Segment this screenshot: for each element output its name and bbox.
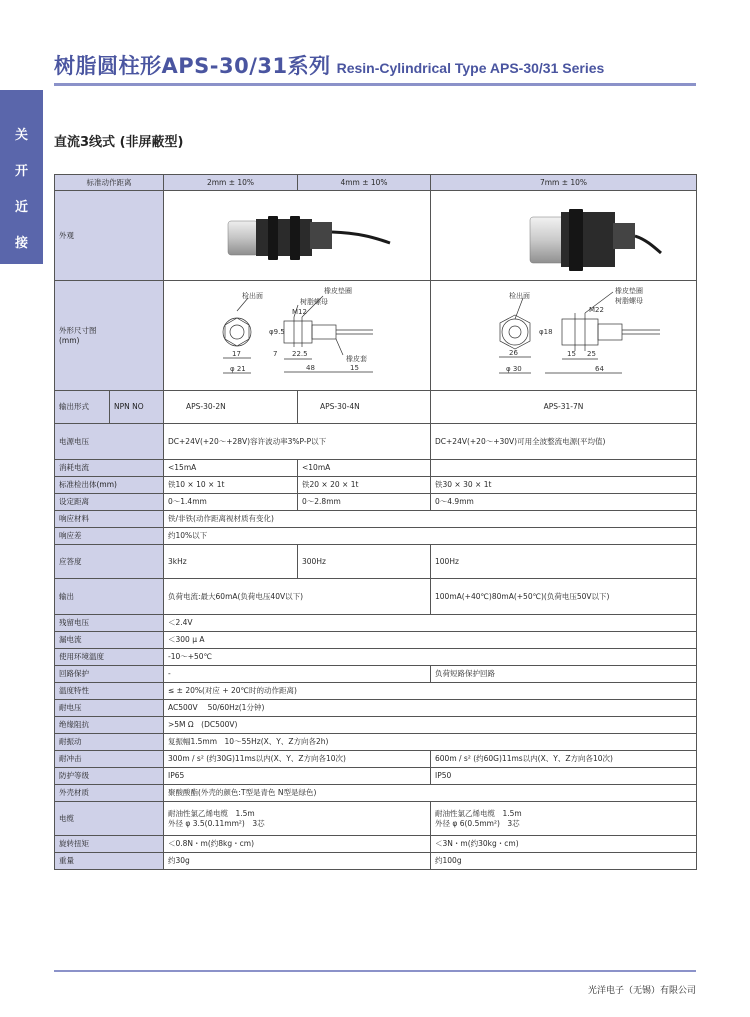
table-cell: 300m / s² (约30G)11ms以内(X、Y、Z方向各10次) [164,751,431,768]
table-row [55,768,697,785]
table-row [55,717,697,734]
dim-22-5: 22.5 [292,350,308,358]
table-cell: AC500V 50/60Hz(1分钟) [164,700,697,717]
cable-spec-line: 耐油性氯乙烯电缆 1.5m [168,808,255,818]
table-cell: 2mm ± 10% [164,175,298,191]
dim-15: 15 [350,364,359,372]
thread-label: M22 [589,306,604,314]
row-label: 使用环境温度 [55,649,164,666]
row-label: 输出 [55,579,164,615]
row-label: 外观 [55,191,164,281]
dim-7: 7 [273,350,278,358]
table-row [55,853,697,870]
cable-boot-label: 橡皮套 [346,355,367,363]
row-label: 应答度 [55,545,164,579]
row-label: 旋转扭矩 [55,836,164,853]
table-row [55,666,697,683]
dim-26: 26 [509,349,518,357]
side-tab-char: 接 [14,236,28,251]
nut-label: 树脂螺母 [300,298,328,306]
detect-face-label: 检出面 [242,292,263,300]
row-label: 绝缘阻抗 [55,717,164,734]
table-cell: ＜0.8N・m(约8kg・cm) [164,836,431,853]
row-label: 电缆 [55,802,164,836]
table-cell: ＜2.4V [164,615,697,632]
row-label: 标准检出体(mm) [55,477,164,494]
table-row [55,424,697,460]
row-label: 响应差 [55,528,164,545]
table-cell: 300Hz [298,545,431,579]
table-cell: 100mA(+40℃)80mA(+50℃)(负荷电压50V以下) [431,579,697,615]
product-photo-cell [164,191,431,281]
detect-face-label: 检出面 [509,292,530,300]
row-label [55,281,164,391]
row-label: 响应材料 [55,511,164,528]
table-cell: 600m / s² (约60G)11ms以内(X、Y、Z方向各10次) [431,751,697,768]
dim-30: φ 30 [506,365,522,373]
table-cell: 4mm ± 10% [298,175,431,191]
table-cell: DC+24V(+20～+30V)可用全波整流电源(平均值) [431,424,697,460]
page-title [54,50,604,80]
table-cell: ＜3N・m(约30kg・cm) [431,836,697,853]
table-row [55,545,697,579]
sensor-photo-aps31 [435,191,697,277]
dim-15: 15 [567,350,576,358]
row-label: 耐振动 [55,734,164,751]
footer-rule [54,970,696,972]
table-cell: 7mm ± 10% [431,175,697,191]
table-cell: 铁20 × 20 × 1t [298,477,431,494]
table-cell: 0～1.4mm [164,494,298,511]
row-label: 防护等级 [55,768,164,785]
table-cell: DC+24V(+20～+28V)容许波动率3%P-P以下 [164,424,431,460]
spec-table [54,174,697,870]
dim-64: 64 [595,365,604,373]
table-cell: 铁30 × 30 × 1t [431,477,697,494]
table-cell: IP65 [164,768,431,785]
table-row [55,391,697,424]
table-row [55,191,697,281]
table-row [55,460,697,477]
table-row [55,700,697,717]
table-row [55,802,697,836]
dimensions-unit-label: (mm) [59,335,80,345]
row-label: 耐冲击 [55,751,164,768]
table-cell: APS-30-2N [164,391,298,424]
table-cell: 聚酸酸酯(外壳的颜色:T型是青色 N型是绿色) [164,785,697,802]
cable-spec-line: 外径 φ 6(0.5mm²) 3芯 [435,818,520,828]
dimension-drawing-cell [431,281,697,391]
table-cell: 约10%以下 [164,528,697,545]
sensor-photo-aps30 [168,191,431,277]
dimension-drawing-aps30 [168,281,431,387]
table-cell: - [164,666,431,683]
dim-25: 25 [587,350,596,358]
side-tab-char: 近 [14,200,28,215]
row-label: 温度特性 [55,683,164,700]
diameter-label: φ9.5 [269,328,285,336]
table-cell: 铁/非铁(动作距离视材质有变化) [164,511,697,528]
row-label: 残留电压 [55,615,164,632]
cable-spec-line: 外径 φ 3.5(0.11mm²) 3芯 [168,818,265,828]
table-cell: 3kHz [164,545,298,579]
table-cell: 约100g [431,853,697,870]
diameter-label: φ18 [539,328,553,336]
table-cell: >5M Ω (DC500V) [164,717,697,734]
table-cell: 0～2.8mm [298,494,431,511]
table-cell: -10～+50℃ [164,649,697,666]
table-row [55,649,697,666]
title-english: Resin-Cylindrical Type APS-30/31 Series [336,60,605,76]
table-row [55,281,697,391]
side-category-tab [0,90,43,264]
dim-17: 17 [232,350,241,358]
table-cell: APS-30-4N [298,391,431,424]
row-label: 设定距离 [55,494,164,511]
row-label: 标准动作距离 [55,175,164,191]
row-label: 漏电流 [55,632,164,649]
table-row [55,494,697,511]
row-label: 输出形式 [55,391,110,424]
table-row [55,632,697,649]
table-row [55,751,697,768]
dim-48: 48 [306,364,315,372]
table-row [55,477,697,494]
row-label: 消耗电流 [55,460,164,477]
table-cell: 100Hz [431,545,697,579]
table-row [55,683,697,700]
company-name: 光洋电子（无锡）有限公司 [587,986,696,996]
table-cell [164,802,431,836]
table-row [55,511,697,528]
thread-label: M12 [292,308,307,316]
table-row [55,528,697,545]
nut-label: 树脂螺母 [615,297,643,305]
table-cell: ＜300 μ A [164,632,697,649]
table-row [55,175,697,191]
table-cell: 负荷短路保护回路 [431,666,697,683]
washer-label: 橡皮垫圈 [324,287,352,295]
side-tab-char: 关 [14,128,28,143]
title-underline [54,83,696,86]
side-tab-char: 开 [14,164,28,179]
dim-21: φ 21 [230,365,246,373]
table-cell [431,460,697,477]
table-row [55,785,697,802]
table-row [55,836,697,853]
dimension-drawing-cell [164,281,431,391]
row-label: 耐电压 [55,700,164,717]
dimensions-label: 外形尺寸图 [59,325,97,335]
washer-label: 橡皮垫圈 [615,287,643,295]
section-title: 直流3线式 (非屏蔽型) [54,135,184,150]
table-cell: IP50 [431,768,697,785]
table-cell: 约30g [164,853,431,870]
table-cell: 复振幅1.5mm 10～55Hz(X、Y、Z方向各2h) [164,734,697,751]
table-cell: 负荷电流:最大60mA(负荷电压40V以下) [164,579,431,615]
row-label: 重量 [55,853,164,870]
table-row [55,734,697,751]
table-cell: APS-31-7N [431,391,697,424]
table-cell: <10mA [298,460,431,477]
table-cell: 0～4.9mm [431,494,697,511]
row-label: 外壳材质 [55,785,164,802]
table-cell: 铁10 × 10 × 1t [164,477,298,494]
table-cell: ≤ ± 20%(对应 + 20℃时的动作距离) [164,683,697,700]
table-cell: <15mA [164,460,298,477]
row-label: 电源电压 [55,424,164,460]
title-chinese: 树脂圆柱形APS-30/31系列 [54,54,331,78]
table-cell [431,802,697,836]
product-photo-cell [431,191,697,281]
table-row [55,579,697,615]
row-sublabel: NPN NO [110,391,164,424]
row-label: 回路保护 [55,666,164,683]
table-row [55,615,697,632]
cable-spec-line: 耐油性氯乙烯电缆 1.5m [435,808,522,818]
dimension-drawing-aps31 [435,281,697,387]
